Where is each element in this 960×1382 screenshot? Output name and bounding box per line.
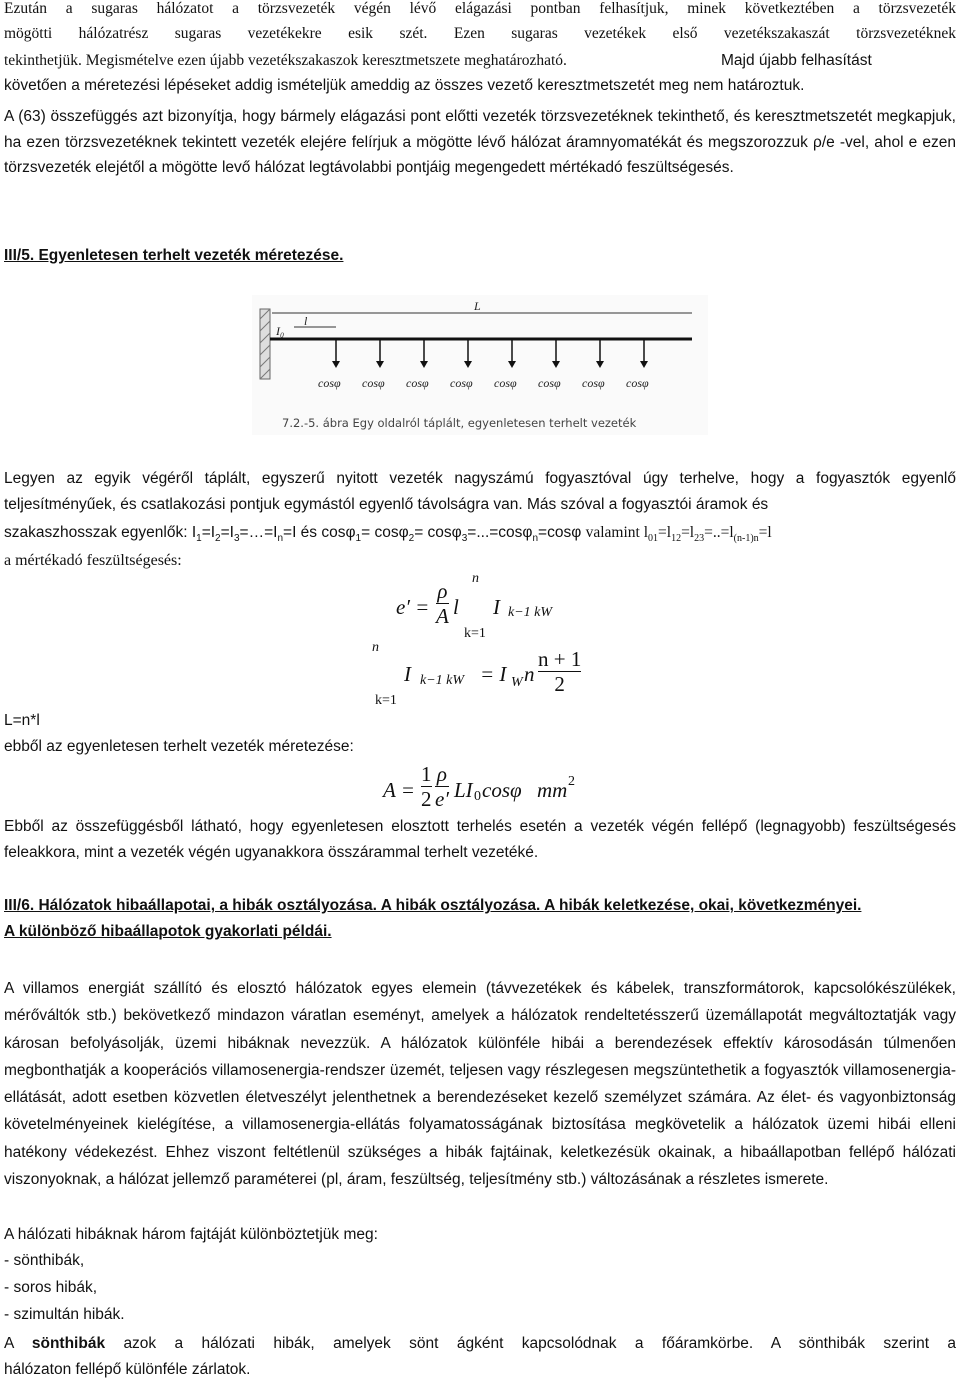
eq3-num2: ρ	[436, 762, 447, 786]
eq2-term-sub: k−1 kW	[420, 673, 465, 688]
load-cosphi-label: cosφ	[362, 376, 385, 390]
list-item: - szimultán hibák.	[4, 1306, 125, 1323]
section-heading: III/6. Hálózatok hibaállapotai, a hibák osztályozása. A hibák osztályozása. A hibák keletkezése, okai, következményei.	[4, 897, 862, 914]
text-line: Majd újabb felhasítást	[721, 52, 872, 69]
eq3-fraction-rho	[435, 763, 449, 810]
list-item: - soros hibák,	[4, 1279, 98, 1296]
eq3-unit-exp: 2	[568, 774, 575, 789]
load-cosphi-label: cosφ	[626, 376, 649, 390]
line-diagram	[252, 295, 708, 435]
bold-term: sönthibák	[31, 1335, 106, 1352]
eq2-term: I	[404, 662, 411, 686]
eq2-fraction	[538, 648, 581, 695]
eq2-w: W	[511, 675, 523, 690]
eq3-fraction-half	[421, 763, 432, 810]
eq1-term: I	[493, 595, 500, 619]
paragraph: A villamos energiát szállító és elosztó hálózatok egyes elemein (távvezetékek és kábelek, transzformátorok, kapcsolókészülékek, mérőváltók stb.) bekövetkező mindazon váratlan eseményt, amelyek a hálózatok rendeltetésszerű üzemállapotát megváltoztatják vagy károsan befolyásolják, üzemi hibáknak nevezzük. A hálózatok különféle hibái a berendezések effektív károsodásán túlmenően megbonthatják a kooperációs villamosenergia-rendszer üzemét, teljesen vagy részlegesen megszüntethetik a fogyasztók villamosenergia-ellátását, adott esetben közvetlen életveszélyt jelenthetnek a berendezéseket kezelő személyzet számára. Az élet- és vagyonbiztonság követelményeinek kielégítése, a villamosenergia-ellátás folyamatosságának biztosítása megkövetelik a hálózatok üzemi hibái elleni hatékony védekezést. Ehhez viszont feltétlenül szükséges a hibák fajtáinak, keletkezésük okainak, a hibaállapotban fellépő hálózati viszonyoknak, a hálózat jellemző paraméterei (pl, áram, feszültség, teljesítmény stb.) változásának a részletes ismerete.	[4, 980, 956, 1189]
paragraph: A (63) összefüggés azt bizonyítja, hogy bármely elágazási pont előtti vezeték törzsvezetéknek tekinthető, és keresztmetszetét megkapjuk, ha ezen törzsvezetéknek tekintett vezeték elejére felírjuk a mögötte lévő hálózat áramnyomatékát és megszorozzuk ρ/e -vel, ahol e ezen törzsvezeték elejétől a mögötte levő hálózat legtávolabbi pontjáig megengedett mértékadó feszültségesés.	[4, 108, 956, 176]
eq2-sum-top: n	[372, 640, 379, 655]
load-cosphi-label: cosφ	[318, 376, 341, 390]
load-cosphi-label: cosφ	[538, 376, 561, 390]
paragraph-line: szakaszhosszak egyenlők: $I_1=I_2=I_3=\dots=I_n=I$ és cosφ$_1$= cosφ$_2$= cosφ$_3$=...=cosφ$_n$=cosφ valamint $l_{01}=l_{12}=l_{23}=..=l_{(n-1)n}=l$	[4, 524, 772, 545]
eq3-LI: LI	[454, 778, 473, 802]
list-item: - sönthibák,	[4, 1252, 85, 1269]
eq3-unit: mm	[537, 778, 568, 802]
label-I0: I₀	[276, 324, 285, 338]
eq2-equals: = I	[480, 662, 507, 686]
eq1-l: l	[453, 595, 459, 619]
source-wall	[260, 309, 270, 379]
eq3-den2: e′	[435, 787, 449, 812]
eq2-n: n	[524, 662, 535, 686]
eq3-lhs: A =	[383, 778, 415, 802]
eq3-sub0: 0	[474, 789, 481, 804]
eq2-numerator: n + 1	[538, 647, 582, 671]
paragraph-line	[4, 1331, 956, 1357]
paragraph-line: hálózaton fellépő különféle zárlatok.	[4, 1361, 251, 1378]
paragraph-line	[4, 21, 956, 47]
load-arrow	[508, 361, 516, 368]
loads-group	[318, 339, 649, 390]
paragraph-line: a mértékadó feszültségesés:	[4, 552, 182, 569]
paragraph: Legyen az egyik végéről táplált, egyszerű nyitott vezeték nagyszámú fogyasztóval úgy terhelve, hogy a fogyasztók egyenlő teljesítményűek, és csatlakozási pontjuk egymástól egyenlő távolságra van. Más szóval a fogyasztói áramok és	[4, 470, 956, 513]
load-cosphi-label: cosφ	[582, 376, 605, 390]
text-line: szakaszhosszak egyenlők: I	[4, 524, 197, 541]
eq1-fraction	[436, 580, 449, 627]
paragraph-line	[4, 48, 872, 73]
section-heading: A különböző hibaállapotok gyakorlati példái.	[4, 923, 332, 940]
eq3-num1: 1	[421, 762, 432, 786]
load-arrow	[464, 361, 472, 368]
load-cosphi-label: cosφ	[494, 376, 517, 390]
load-cosphi-label: cosφ	[450, 376, 473, 390]
label-l: l	[304, 314, 308, 328]
eq3-cos: cosφ	[482, 778, 522, 802]
eq1-denominator: A	[436, 604, 449, 629]
paragraph-line: A hálózati hibáknak három fajtáját különböztetjük meg:	[4, 1226, 378, 1243]
paragraph-line: ebből az egyenletesen terhelt vezeték méretezése:	[4, 738, 354, 755]
eq1-numerator: ρ	[437, 579, 448, 603]
paragraph-line: követően a méretezési lépéseket addig ismételjük ameddig az összes vezető keresztmetszetét meg nem határoztuk.	[4, 77, 805, 94]
text-line: tekinthetjük. Megismételve ezen újabb vezetékszakaszok keresztmetszete meghatározható.	[4, 52, 567, 69]
eq3-den1: 2	[421, 787, 432, 812]
text-line: mögötti hálózatrész sugaras vezetékekre esik szét. Ezen sugaras vezetékek első vezetékszakaszát törzsvezetéknek	[4, 25, 956, 42]
eq1-sum-top: n	[472, 571, 479, 586]
load-arrow	[420, 361, 428, 368]
load-arrow	[376, 361, 384, 368]
text-line: Ezután a sugaras hálózatot a törzsvezeték végén lévő elágazási pontban felhasítjuk, minek következtében a törzsvezeték	[4, 0, 956, 17]
eq1-sum-bottom: k=1	[464, 626, 486, 641]
eq1-term-sub: k−1 kW	[508, 605, 553, 620]
load-arrow	[332, 361, 340, 368]
eq2-sum-bottom: k=1	[375, 693, 397, 708]
eq1-lhs: e′ =	[396, 595, 430, 619]
section-heading: III/5. Egyenletesen terhelt vezeték méretezése.	[4, 247, 344, 264]
eq2-denominator: 2	[554, 672, 565, 697]
text-line: A	[4, 1335, 32, 1352]
figure-caption: 7.2.-5. ábra Egy oldalról táplált, egyenletesen terhelt vezeték	[282, 416, 637, 430]
load-cosphi-label: cosφ	[406, 376, 429, 390]
paragraph: Ebből az összefüggésből látható, hogy egyenletesen elosztott terhelés esetén a vezeték végén fellépő (legnagyobb) feszültségesés feleakkora, mint a vezeték végén ugyanakkora összárammal terhelt vezetéké.	[4, 818, 956, 861]
paragraph-line	[4, 0, 956, 22]
figure-uniform-load-line	[252, 295, 708, 435]
load-arrow	[640, 361, 648, 368]
load-arrow	[552, 361, 560, 368]
text-line: azok a hálózati hibák, amelyek sönt ágként kapcsolódnak a főáramkörbe. A sönthibák szerint a	[105, 1335, 956, 1352]
load-arrow	[596, 361, 604, 368]
label-L: L	[474, 299, 481, 313]
formula-L: L=n*l	[4, 712, 40, 729]
